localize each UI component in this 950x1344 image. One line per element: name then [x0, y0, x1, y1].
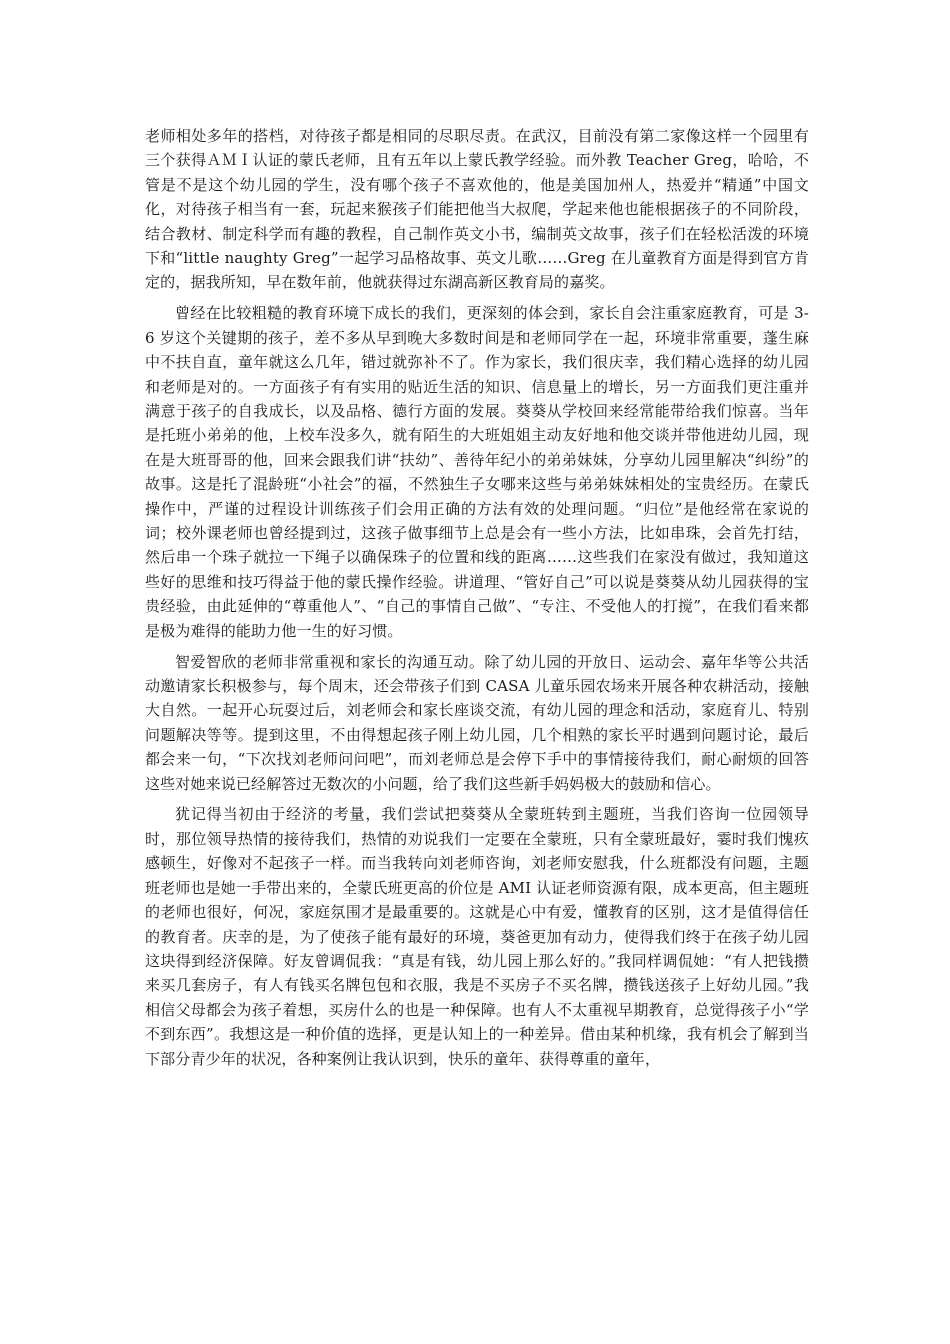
paragraph: 智爱智欣的老师非常重视和家长的沟通互动。除了幼儿园的开放日、运动会、嘉年华等公共活动邀请家长积极参与，每个周末，还会带孩子们到 CASA 儿童乐园农场来开展各种农耕活动，接触大自然。一起开心玩耍过后，刘老师会和家长座谈交流，有幼儿园的理念和活动，家庭育儿、特别问题解决等等。提到这里，不由得想起孩子刚上幼儿园，几个相熟的家长平时遇到问题讨论，最后都会来一句，“下次找刘老师问问吧”，而刘老师总是会停下手中的事情接待我们，耐心耐烦的回答这些对她来说已经解答过无数次的小问题，给了我们这些新手妈妈极大的鼓励和信心。	[145, 652, 809, 793]
paragraph: 曾经在比较粗糙的教育环境下成长的我们，更深刻的体会到，家长自会注重家庭教育，可是 3-6 岁这个关键期的孩子，差不多从早到晚大多数时间是和老师同学在一起，环境非常重要，蓬生麻中不扶自直，童年就这么几年，错过就弥补不了。作为家长，我们很庆幸，我们精心选择的幼儿园和老师是对的。一方面孩子有有实用的贴近生活的知识、信息量上的增长，另一方面我们更注重并满意于孩子的自我成长，以及品格、德行方面的发展。葵葵从学校回来经常能带给我们惊喜。当年是托班小弟弟的他，上校车没多久，就有陌生的大班姐姐主动友好地和他交谈并带他进幼儿园，现在是大班哥哥的他，回来会跟我们讲“扶幼”、善待年纪小的弟弟妹妹，分享幼儿园里解决“纠纷”的故事。这是托了混龄班“小社会”的福，不然独生子女哪来这些与弟弟妹妹相处的宝贵经历。在蒙氏操作中，严谨的过程设计训练孩子们会用正确的方法有效的处理问题。“归位”是他经常在家说的词；校外课老师也曾经提到过，这孩子做事细节上总是会有一些小方法，比如串珠，会首先打结，然后串一个珠子就拉一下绳子以确保珠子的位置和线的距离……这些我们在家没有做过，我知道这些好的思维和技巧得益于他的蒙氏操作经验。讲道理、“管好自己”可以说是葵葵从幼儿园获得的宝贵经验，由此延伸的“尊重他人”、“自己的事情自己做”、“专注、不受他人的打搅”，在我们看来都是极为难得的能助力他一生的好习惯。	[145, 304, 809, 640]
paragraph: 犹记得当初由于经济的考量，我们尝试把葵葵从全蒙班转到主题班，当我们咨询一位园领导时，那位领导热情的接待我们，热情的劝说我们一定要在全蒙班，只有全蒙班最好，霎时我们愧疚感顿生，好像对不起孩子一样。而当我转向刘老师咨询，刘老师安慰我，什么班都没有问题，主题班老师也是她一手带出来的，全蒙氏班更高的价位是 AMI 认证老师资源有限，成本更高，但主题班的老师也很好，何况，家庭氛围才是最重要的。这就是心中有爱，懂教育的区别，这才是值得信任的教育者。庆幸的是，为了使孩子能有最好的环境，葵爸更加有动力，使得我们终于在孩子幼儿园这块得到经济保障。好友曾调侃我：“真是有钱，幼儿园上那么好的。”我同样调侃她：“有人把钱攒来买几套房子，有人有钱买名牌包包和衣服，我是不买房子不买名牌，攒钱送孩子上好幼儿园。”我相信父母都会为孩子着想，买房什么的也是一种保障。也有人不太重视早期教育，总觉得孩子小“学不到东西”。我想这是一种价值的选择，更是认知上的一种差异。借由某种机缘，我有机会了解到当下部分青少年的状况，各种案例让我认识到，快乐的童年、获得尊重的童年，	[145, 805, 809, 1068]
paragraph: 老师相处多年的搭档，对待孩子都是相同的尽职尽责。在武汉，目前没有第二家像这样一个园里有三个获得ＡＭＩ认证的蒙氏老师，且有五年以上蒙氏教学经验。而外教 Teacher Greg，哈哈，不管是不是这个幼儿园的学生，没有哪个孩子不喜欢他的，他是美国加州人，热爱并“精通”中国文化，对待孩子相当有一套，玩起来猴孩子们能把他当大叔爬，学起来他也能根据孩子的不同阶段，结合教材、制定科学而有趣的教程，自己制作英文小书，编制英文故事，孩子们在轻松活泼的环境下和“little naughty Greg”一起学习品格故事、英文儿歌……Greg 在儿童教育方面是得到官方肯定的，据我所知，早在数年前，他就获得过东湖高新区教育局的嘉奖。	[145, 127, 809, 292]
document-body	[145, 124, 809, 1077]
